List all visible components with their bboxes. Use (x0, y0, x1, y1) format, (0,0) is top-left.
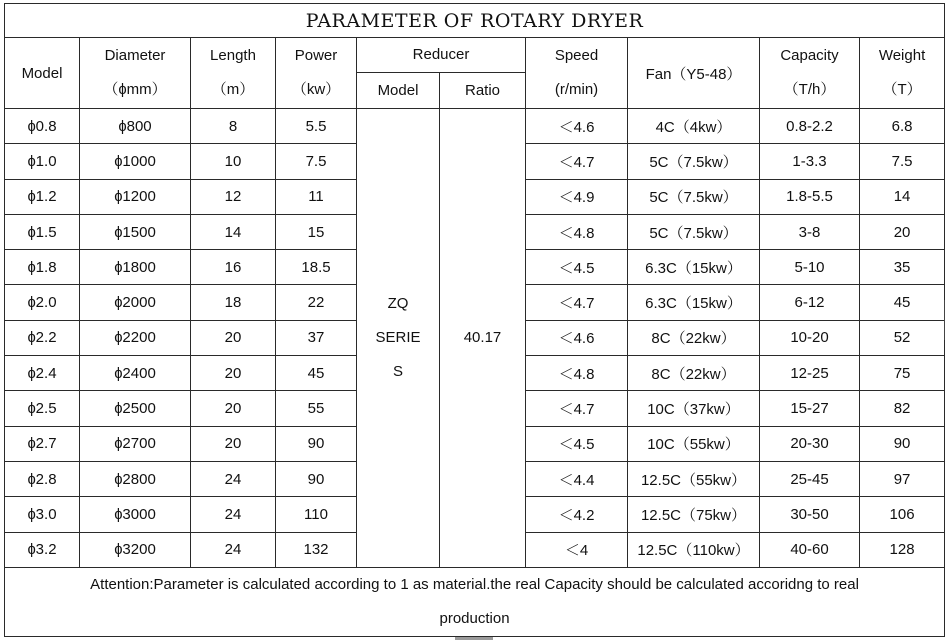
cell-power: 11 (276, 179, 357, 214)
cell-weight: 52 (860, 320, 945, 355)
rotary-dryer-parameter-table (4, 3, 945, 637)
cell-diameter: ɸ1000 (80, 144, 191, 179)
cell-capacity: 6-12 (760, 285, 860, 320)
header-power (276, 38, 357, 109)
header-length-label: Length (210, 47, 256, 64)
reducer-ratio-cell: 40.17 (440, 109, 526, 568)
cell-length: 24 (191, 461, 276, 496)
cell-diameter: ɸ2000 (80, 285, 191, 320)
cell-capacity: 15-27 (760, 391, 860, 426)
cell-power: 45 (276, 356, 357, 391)
attention-note-line-2: production (439, 609, 510, 627)
cell-fan: 10C（55kw） (628, 426, 760, 461)
cell-length: 20 (191, 320, 276, 355)
cell-weight: 35 (860, 250, 945, 285)
cell-diameter: ɸ1500 (80, 214, 191, 249)
cell-model: ɸ2.8 (5, 461, 80, 496)
cell-diameter: ɸ1200 (80, 179, 191, 214)
cell-length: 20 (191, 391, 276, 426)
cell-length: 14 (191, 214, 276, 249)
cell-speed: ＜4.7 (526, 285, 628, 320)
cell-model: ɸ1.0 (5, 144, 80, 179)
reducer-model-line: ZQ (387, 294, 409, 312)
header-reducer-model: Model (357, 73, 440, 109)
cell-model: ɸ1.8 (5, 250, 80, 285)
table-body (5, 109, 945, 568)
cell-fan: 5C（7.5kw） (628, 144, 760, 179)
header-fan: Fan（Y5-48） (628, 38, 760, 109)
bottom-edge-mark (455, 637, 493, 640)
cell-speed: ＜4.8 (526, 214, 628, 249)
cell-fan: 5C（7.5kw） (628, 214, 760, 249)
cell-weight: 128 (860, 532, 945, 567)
cell-weight: 14 (860, 179, 945, 214)
cell-length: 24 (191, 532, 276, 567)
cell-capacity: 5-10 (760, 250, 860, 285)
cell-speed: ＜4 (526, 532, 628, 567)
header-diameter-unit: （ɸmm） (103, 81, 167, 98)
cell-weight: 20 (860, 214, 945, 249)
cell-weight: 82 (860, 391, 945, 426)
header-weight-label: Weight (878, 47, 926, 64)
attention-note-line-1: Attention:Parameter is calculated according to 1 as material.the real Capacity should be calculated accoridng to real (90, 575, 859, 593)
cell-fan: 6.3C（15kw） (628, 285, 760, 320)
header-capacity-unit: （T/h） (783, 81, 836, 98)
cell-weight: 75 (860, 356, 945, 391)
cell-weight: 90 (860, 426, 945, 461)
cell-power: 90 (276, 426, 357, 461)
cell-power: 18.5 (276, 250, 357, 285)
cell-diameter: ɸ2500 (80, 391, 191, 426)
cell-power: 37 (276, 320, 357, 355)
cell-fan: 8C（22kw） (628, 320, 760, 355)
header-length (191, 38, 276, 109)
cell-model: ɸ0.8 (5, 109, 80, 144)
cell-model: ɸ1.5 (5, 214, 80, 249)
cell-length: 10 (191, 144, 276, 179)
cell-power: 110 (276, 497, 357, 532)
header-speed (526, 38, 628, 109)
cell-weight: 97 (860, 461, 945, 496)
header-length-unit: （m） (211, 81, 255, 98)
cell-power: 132 (276, 532, 357, 567)
cell-speed: ＜4.7 (526, 144, 628, 179)
cell-weight: 6.8 (860, 109, 945, 144)
header-reducer-ratio: Ratio (440, 73, 526, 109)
cell-capacity: 3-8 (760, 214, 860, 249)
cell-capacity: 0.8-2.2 (760, 109, 860, 144)
header-capacity-label: Capacity (780, 47, 839, 64)
cell-fan: 10C（37kw） (628, 391, 760, 426)
cell-speed: ＜4.7 (526, 391, 628, 426)
cell-model: ɸ2.7 (5, 426, 80, 461)
cell-diameter: ɸ3000 (80, 497, 191, 532)
cell-capacity: 10-20 (760, 320, 860, 355)
cell-weight: 106 (860, 497, 945, 532)
cell-weight: 45 (860, 285, 945, 320)
cell-power: 90 (276, 461, 357, 496)
cell-speed: ＜4.6 (526, 109, 628, 144)
cell-capacity: 12-25 (760, 356, 860, 391)
cell-fan: 12.5C（55kw） (628, 461, 760, 496)
cell-power: 22 (276, 285, 357, 320)
attention-note (5, 567, 945, 636)
header-speed-label: Speed (554, 47, 599, 64)
cell-model: ɸ3.2 (5, 532, 80, 567)
reducer-model-cell (357, 109, 440, 568)
cell-model: ɸ1.2 (5, 179, 80, 214)
cell-diameter: ɸ3200 (80, 532, 191, 567)
cell-fan: 12.5C（110kw） (628, 532, 760, 567)
cell-fan: 4C（4kw） (628, 109, 760, 144)
cell-capacity: 20-30 (760, 426, 860, 461)
cell-length: 20 (191, 426, 276, 461)
cell-power: 15 (276, 214, 357, 249)
header-weight (860, 38, 945, 109)
table-row (5, 109, 945, 144)
cell-speed: ＜4.5 (526, 250, 628, 285)
cell-capacity: 1.8-5.5 (760, 179, 860, 214)
cell-capacity: 30-50 (760, 497, 860, 532)
cell-fan: 5C（7.5kw） (628, 179, 760, 214)
cell-diameter: ɸ2400 (80, 356, 191, 391)
header-capacity (760, 38, 860, 109)
cell-model: ɸ2.0 (5, 285, 80, 320)
cell-diameter: ɸ2800 (80, 461, 191, 496)
cell-model: ɸ2.4 (5, 356, 80, 391)
cell-length: 12 (191, 179, 276, 214)
cell-length: 16 (191, 250, 276, 285)
cell-speed: ＜4.4 (526, 461, 628, 496)
cell-fan: 12.5C（75kw） (628, 497, 760, 532)
cell-speed: ＜4.2 (526, 497, 628, 532)
cell-speed: ＜4.6 (526, 320, 628, 355)
reducer-model-line: S (392, 362, 403, 380)
cell-power: 7.5 (276, 144, 357, 179)
header-power-label: Power (294, 47, 338, 64)
cell-power: 55 (276, 391, 357, 426)
header-model: Model (5, 38, 80, 109)
cell-capacity: 25-45 (760, 461, 860, 496)
cell-length: 24 (191, 497, 276, 532)
cell-diameter: ɸ1800 (80, 250, 191, 285)
reducer-model-line: SERIE (375, 328, 421, 346)
header-weight-unit: （T） (882, 81, 922, 98)
cell-diameter: ɸ2200 (80, 320, 191, 355)
cell-speed: ＜4.9 (526, 179, 628, 214)
cell-diameter: ɸ800 (80, 109, 191, 144)
cell-capacity: 1-3.3 (760, 144, 860, 179)
cell-model: ɸ3.0 (5, 497, 80, 532)
right-edge-mark (944, 300, 948, 340)
cell-weight: 7.5 (860, 144, 945, 179)
cell-diameter: ɸ2700 (80, 426, 191, 461)
cell-power: 5.5 (276, 109, 357, 144)
cell-model: ɸ2.2 (5, 320, 80, 355)
header-speed-unit: (r/min) (554, 81, 599, 98)
cell-capacity: 40-60 (760, 532, 860, 567)
cell-length: 20 (191, 356, 276, 391)
spec-sheet (4, 3, 944, 637)
header-diameter-label: Diameter (104, 47, 166, 64)
cell-model: ɸ2.5 (5, 391, 80, 426)
cell-speed: ＜4.5 (526, 426, 628, 461)
cell-fan: 6.3C（15kw） (628, 250, 760, 285)
table-title: PARAMETER OF ROTARY DRYER (5, 4, 945, 38)
header-power-unit: （kw） (291, 81, 341, 98)
cell-length: 18 (191, 285, 276, 320)
cell-fan: 8C（22kw） (628, 356, 760, 391)
header-diameter (80, 38, 191, 109)
cell-speed: ＜4.8 (526, 356, 628, 391)
cell-length: 8 (191, 109, 276, 144)
header-reducer: Reducer (357, 38, 526, 73)
